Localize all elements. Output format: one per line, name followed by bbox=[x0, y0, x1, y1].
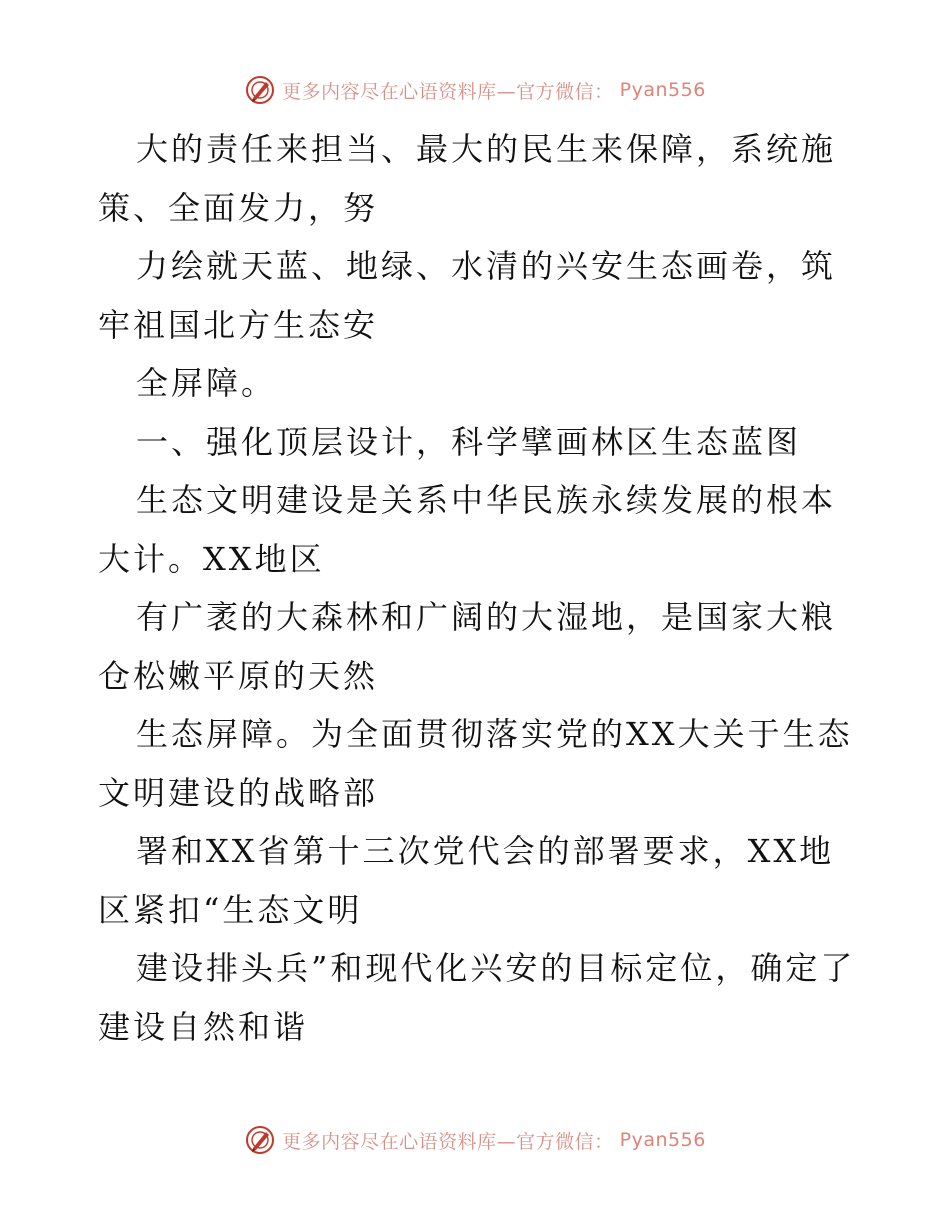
watermark-text: 更多内容尽在心语资料库—官方微信： bbox=[282, 1130, 614, 1153]
watermark-handle: Pyan556 bbox=[619, 1129, 706, 1151]
paragraph: 生态屏障。为全面贯彻落实党的XX大关于生态文明建设的战略部 bbox=[98, 715, 853, 812]
paragraph: 建设排头兵”和现代化兴安的目标定位，确定了建设自然和谐 bbox=[98, 949, 856, 1046]
section-heading: 一、强化顶层设计，科学擘画林区生态蓝图 bbox=[136, 422, 802, 461]
paragraph: 全屏障。 bbox=[136, 364, 277, 402]
paragraph: 力绘就天蓝、地绿、水清的兴安生态画卷，筑牢祖国北方生态安 bbox=[98, 247, 837, 344]
footer-watermark bbox=[0, 1120, 950, 1160]
paragraph: 大的责任来担当、最大的民生来保障，系统施策、全面发力，努 bbox=[98, 130, 837, 227]
paragraph: 生态文明建设是关系中华民族永续发展的根本大计。XX地区 bbox=[98, 481, 837, 578]
paragraph: 署和XX省第十三次党代会的部署要求，XX地区紧扣“生态文明 bbox=[98, 832, 835, 929]
pen-logo-icon bbox=[244, 1124, 276, 1156]
pen-logo-icon bbox=[244, 74, 276, 106]
header-watermark bbox=[0, 70, 950, 110]
document-body bbox=[98, 120, 858, 1056]
paragraph: 有广袤的大森林和广阔的大湿地，是国家大粮仓松嫩平原的天然 bbox=[98, 598, 837, 695]
watermark-text: 更多内容尽在心语资料库—官方微信： bbox=[282, 80, 614, 103]
watermark-handle: Pyan556 bbox=[619, 79, 706, 101]
